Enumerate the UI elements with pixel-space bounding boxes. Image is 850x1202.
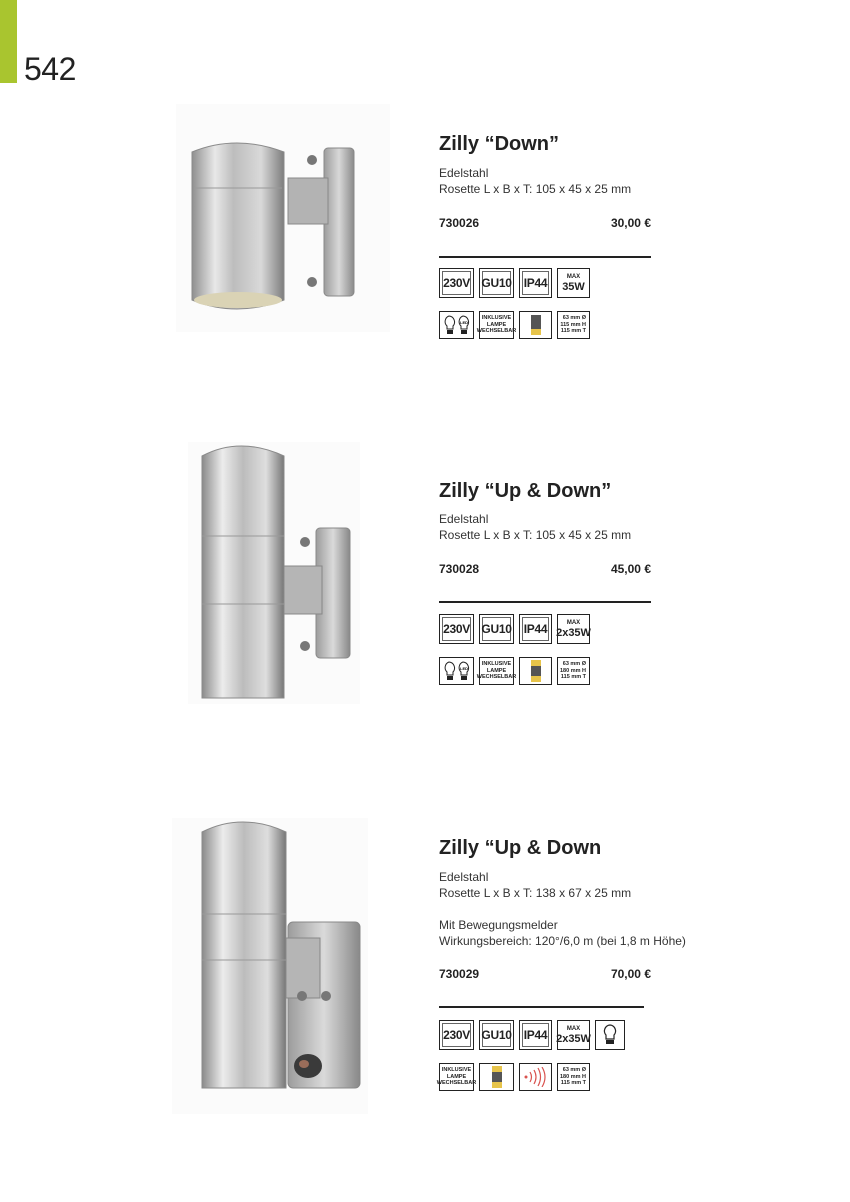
max-wattage-badge: MAX 2x35W [557, 614, 590, 644]
divider [439, 601, 651, 603]
product-description: Edelstahl Rosette L x B x T: 105 x 45 x 25 mm [439, 512, 632, 542]
socket-badge: GU10 [479, 268, 514, 298]
dimensions-label: 63 mm Ø 115 mm H 115 mm T [557, 311, 590, 339]
spec-icons-row-1 [439, 268, 590, 298]
lamp-included-label: INKLUSIVE LAMPE WECHSELBAR [479, 657, 514, 685]
bulb-icon [439, 311, 474, 339]
product-title: Zilly “Up & Down” [439, 480, 612, 502]
product-sku: 730029 [439, 967, 480, 981]
voltage-badge: 230V [439, 1020, 474, 1050]
dimensions-label: 63 mm Ø 180 mm H 115 mm T [557, 657, 590, 685]
product-price: 45,00 € [610, 562, 651, 576]
lamp-included-label: INKLUSIVE LAMPE WECHSELBAR [439, 1063, 474, 1091]
ip-badge: IP44 [519, 268, 552, 298]
product-description: Edelstahl Rosette L x B x T: 138 x 67 x 25 mm Mit Bewegungsmelder Wirkungsbereich: 120°/6,0 m (bei 1,8 m Höhe) [439, 870, 686, 948]
lamp-included-label: INKLUSIVE LAMPE WECHSELBAR [479, 311, 514, 339]
max-wattage-badge: MAX 2x35W [557, 1020, 590, 1050]
socket-badge: GU10 [479, 1020, 514, 1050]
ip-badge: IP44 [519, 1020, 552, 1050]
svg-text:LED: LED [459, 320, 468, 325]
up-down-light-icon [479, 1063, 514, 1091]
product-sku: 730028 [439, 562, 480, 576]
up-down-light-icon [519, 657, 552, 685]
product-title: Zilly “Down” [439, 133, 559, 155]
product-image [188, 442, 360, 704]
product-image [172, 818, 368, 1114]
ip-badge: IP44 [519, 614, 552, 644]
product-sku: 730026 [439, 216, 480, 230]
svg-text:LED: LED [459, 666, 468, 671]
product-title: Zilly “Up & Down [439, 837, 602, 859]
spec-icons-row-1 [439, 1020, 625, 1050]
product-price: 30,00 € [610, 216, 651, 230]
product-image [176, 104, 390, 332]
product-description: Edelstahl Rosette L x B x T: 105 x 45 x 25 mm [439, 166, 632, 196]
divider [439, 1006, 644, 1008]
spec-icons-row-2 [439, 657, 590, 685]
max-wattage-badge: MAX 35W [557, 268, 590, 298]
downlight-icon [519, 311, 552, 339]
spec-icons-row-2 [439, 311, 590, 339]
product-price: 70,00 € [610, 967, 651, 981]
bulb-icon [439, 657, 474, 685]
socket-badge: GU10 [479, 614, 514, 644]
voltage-badge: 230V [439, 614, 474, 644]
page-accent-bar [0, 0, 17, 83]
spec-icons-row-1 [439, 614, 590, 644]
dimensions-label: 63 mm Ø 180 mm H 115 mm T [557, 1063, 590, 1091]
bulb-icon [595, 1020, 625, 1050]
motion-sensor-icon [519, 1063, 552, 1091]
divider [439, 256, 651, 258]
page-number: 542 [24, 51, 76, 87]
voltage-badge: 230V [439, 268, 474, 298]
spec-icons-row-2 [436, 1063, 590, 1091]
